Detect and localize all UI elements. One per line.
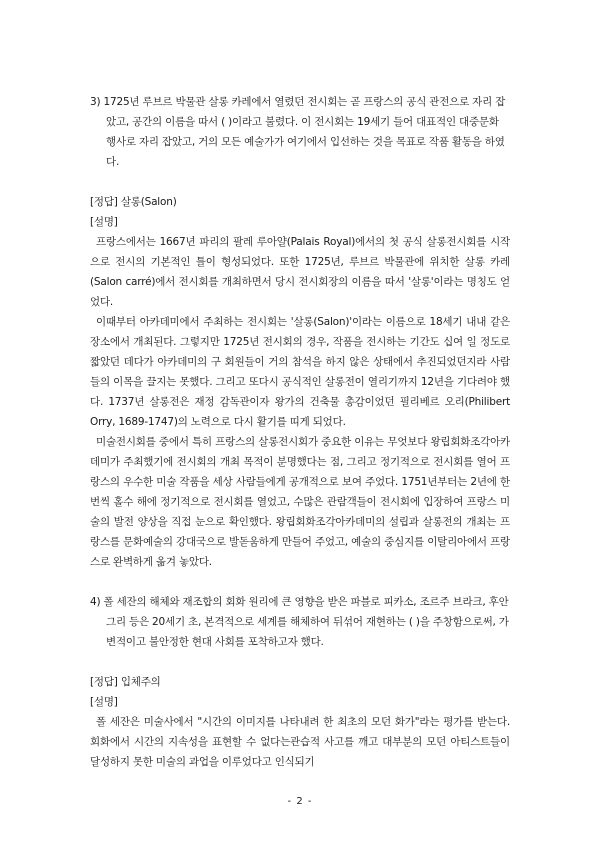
explanation-3-paragraph-2: 이때부터 아카데미에서 주최하는 전시회는 '살롱(Salon)'이라는 이름으로 18세기 내내 같은 장소에서 개최된다. 그렇지만 1725년 전시회의 경우, 작품을 전시하는 기간도 십여 일 정도로 짧았던 데다가 아카데미의 구 회원들이 거의 참석을 하지 않은 상태에서 추진되었던지라 사람들의 이목을 끌지는 못했다. 그리고 또다시 공식적인 살롱전이 열리기까지 12년을 기다려야 했다. 1737년 살롱전은 재정 감독관이자 왕가의 건축물 총감이었던 필리베르 오리(Philibert Orry, 1689-1747)의 노력으로 다시 활기를 띠게 되었다.	[90, 316, 510, 428]
explanation-label-3: [설명]	[90, 216, 118, 228]
answer-4: [정답] 입체주의	[90, 676, 161, 688]
explanation-3-paragraph-1: 프랑스에서는 1667년 파리의 팔레 루아얄(Palais Royal)에서의 첫 공식 살롱전시회를 시작으로 전시의 기본적인 틀이 형성되었다. 또한 1725년, 루브르 박물관에 위치한 살롱 카레(Salon carré)에서 전시회를 개최하면서 당시 전시회장의 이름을 따서 '살롱'이라는 명칭도 얻었다.	[90, 236, 510, 308]
explanation-label-4: [설명]	[90, 696, 118, 708]
question-3: 3) 1725년 루브르 박물관 살롱 카레에서 열렸던 전시회는 곧 프랑스의 공식 관전으로 자리 잡았고, 공간의 이름을 따서 ( )이라고 불렸다. 이 전시회는 19세기 들어 대표적인 대중문화 행사로 자리 잡았고, 거의 모든 예술가가 여기에서 입선하는 것을 목표로 작품 활동을 하였다.	[90, 96, 506, 168]
page-number: - 2 -	[287, 796, 313, 807]
explanation-4-paragraph: 폴 세잔은 미술사에서 "시간의 이미지를 나타내려 한 최초의 모던 화가"라는 평가를 받는다. 회화에서 시간의 지속성을 표현할 수 없다는관습적 사고를 깨고 대부분의 모던 아티스트들이 달성하지 못한 미술의 과업을 이루었다고 인식되기	[90, 716, 510, 768]
page-content	[90, 92, 510, 772]
explanation-3-paragraph-3: 미술전시회를 중에서 특히 프랑스의 살롱전시회가 중요한 이유는 무엇보다 왕립회화조각아카데미가 주최했기에 전시회의 개최 목적이 분명했다는 점, 그리고 정기적으로 전시회를 열어 프랑스의 우수한 미술 작품을 세상 사람들에게 공개적으로 보여 주었다. 1751년부터는 2년에 한 번씩 홀수 해에 정기적으로 전시회를 열었고, 수많은 관람객들이 전시회에 입장하여 프랑스 미술의 발전 양상을 직접 눈으로 확인했다. 왕립회화조각아카데미의 설립과 살롱전의 개최는 프랑스를 문화예술의 강대국으로 발돋움하게 만들어 주었고, 예술의 중심지를 이탈리아에서 프랑스로 완벽하게 옮겨 놓았다.	[90, 436, 511, 568]
answer-3: [정답] 살롱(Salon)	[90, 196, 177, 208]
question-4: 4) 폴 세잔의 해체와 재조합의 회화 원리에 큰 영향을 받은 파블로 피카소, 조르주 브라크, 후안 그리 등은 20세기 초, 본격적으로 세계를 해체하여 뒤섞어 재현하는 ( )을 주창함으로써, 가변적이고 불안정한 현대 사회를 포착하고자 했다.	[90, 596, 509, 648]
